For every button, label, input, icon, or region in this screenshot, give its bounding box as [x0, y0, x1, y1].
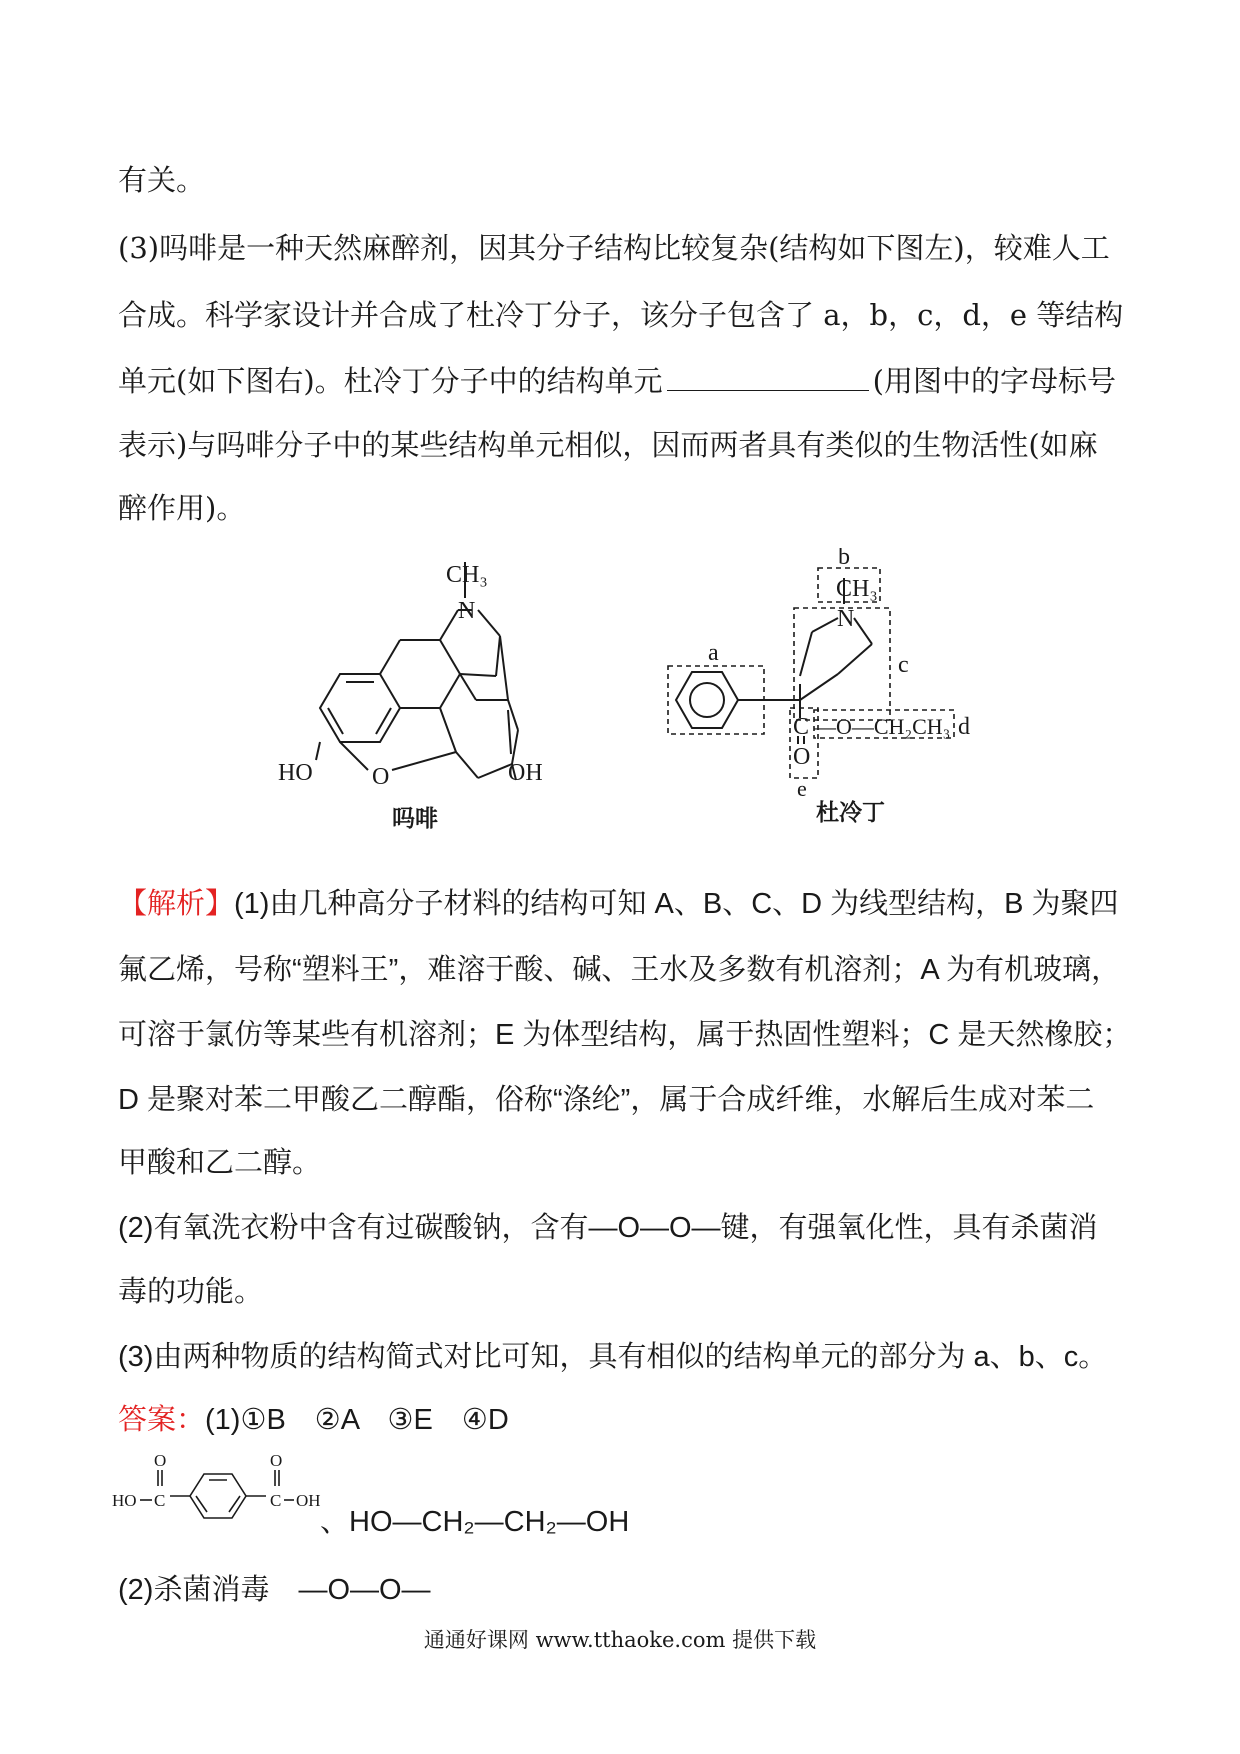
pethidine-benzene-ring — [676, 672, 738, 728]
answer-tag: 答案： — [118, 1404, 206, 1436]
morphine-n: N — [458, 598, 476, 624]
analysis-line-6: (2)有氧洗衣粉中含有过碳酸钠，含有—O—O—键，有强氧化性，具有杀菌消 — [118, 1212, 1098, 1244]
morphine-o: O — [372, 764, 390, 790]
analysis-line-4: D 是聚对苯二甲酸乙二醇酯，俗称“涤纶”，属于合成纤维，水解后生成对苯二 — [118, 1084, 1095, 1116]
question-line-3-part-b: (用图中的字母标号 — [872, 364, 1116, 398]
answer-line-1 — [118, 1400, 509, 1440]
analysis-line-1-text: (1)由几种高分子材料的结构可知 A、B、C、D 为线型结构，B 为聚四 — [234, 888, 1119, 920]
pethidine-structure — [668, 568, 954, 778]
morphine-structure — [316, 562, 518, 780]
question-line-2: 合成。科学家设计并合成了杜冷丁分子，该分子包含了 a，b，c，d，e 等结构 — [118, 298, 1124, 332]
question-line-5: 醉作用)。 — [118, 491, 246, 525]
answer-blank[interactable] — [667, 364, 869, 391]
analysis-line-1 — [118, 884, 1119, 924]
analysis-line-5: 甲酸和乙二醇。 — [118, 1147, 322, 1179]
question-line-4: 表示)与吗啡分子中的某些结构单元相似，因而两者具有类似的生物活性(如麻 — [118, 428, 1098, 462]
label-c: c — [898, 652, 909, 678]
structure-figure — [0, 548, 1240, 848]
analysis-line-3: 可溶于氯仿等某些有机溶剂；E 为体型结构，属于热固性塑料；C 是天然橡胶； — [118, 1019, 1132, 1051]
pethidine-ester: —O—CH₂CH₃ — [814, 714, 951, 739]
pethidine-carbonyl-o: O — [793, 744, 811, 770]
label-b: b — [838, 548, 850, 570]
label-a: a — [708, 640, 719, 666]
question-line-3 — [118, 361, 1116, 401]
analysis-line-8: (3)由两种物质的结构简式对比可知，具有相似的结构单元的部分为 a、b、c。 — [118, 1341, 1108, 1373]
question-line-3-part-a: 单元(如下图右)。杜冷丁分子中的结构单元 — [118, 364, 663, 398]
pethidine-n: N — [837, 606, 855, 632]
analysis-line-2: 氟乙烯，号称“塑料王”，难溶于酸、碱、王水及多数有机溶剂；A 为有机玻璃， — [118, 954, 1121, 986]
question-line-0: 有关。 — [118, 163, 206, 197]
acid-c1: C — [154, 1491, 166, 1510]
acid-c2: C — [270, 1491, 282, 1510]
acid-o1: O — [154, 1451, 167, 1470]
analysis-line-7: 毒的功能。 — [118, 1276, 264, 1308]
pethidine-c: C — [793, 714, 810, 740]
morphine-ch3: CH₃ — [446, 562, 488, 588]
answer-line-1-text: (1)①B ②A ③E ④D — [205, 1404, 509, 1436]
morphine-oh: OH — [508, 760, 543, 786]
acid-o2: O — [270, 1451, 283, 1470]
answer-line-3: (2)杀菌消毒 —O—O— — [118, 1574, 431, 1606]
answer-formula: 、HO—CH₂—CH₂—OH — [320, 1506, 630, 1538]
footer-text: 通通好课网 www.tthaoke.com 提供下载 — [423, 1628, 817, 1652]
acid-ho: HO — [112, 1491, 137, 1510]
morphine-aromatic-ring — [320, 674, 400, 742]
morphine-name: 吗啡 — [392, 806, 438, 832]
terephthalic-acid-structure — [112, 1448, 352, 1528]
label-e: e — [797, 776, 807, 801]
acid-oh: OH — [296, 1491, 321, 1510]
morphine-ho: HO — [278, 760, 313, 786]
pethidine-name: 杜冷丁 — [816, 800, 885, 826]
label-d: d — [958, 714, 970, 740]
question-line-1: (3)吗啡是一种天然麻醉剂，因其分子结构比较复杂(结构如下图左)，较难人工 — [118, 231, 1110, 265]
pethidine-ch3: CH₃ — [836, 576, 878, 602]
analysis-tag: 【解析】 — [118, 888, 235, 920]
